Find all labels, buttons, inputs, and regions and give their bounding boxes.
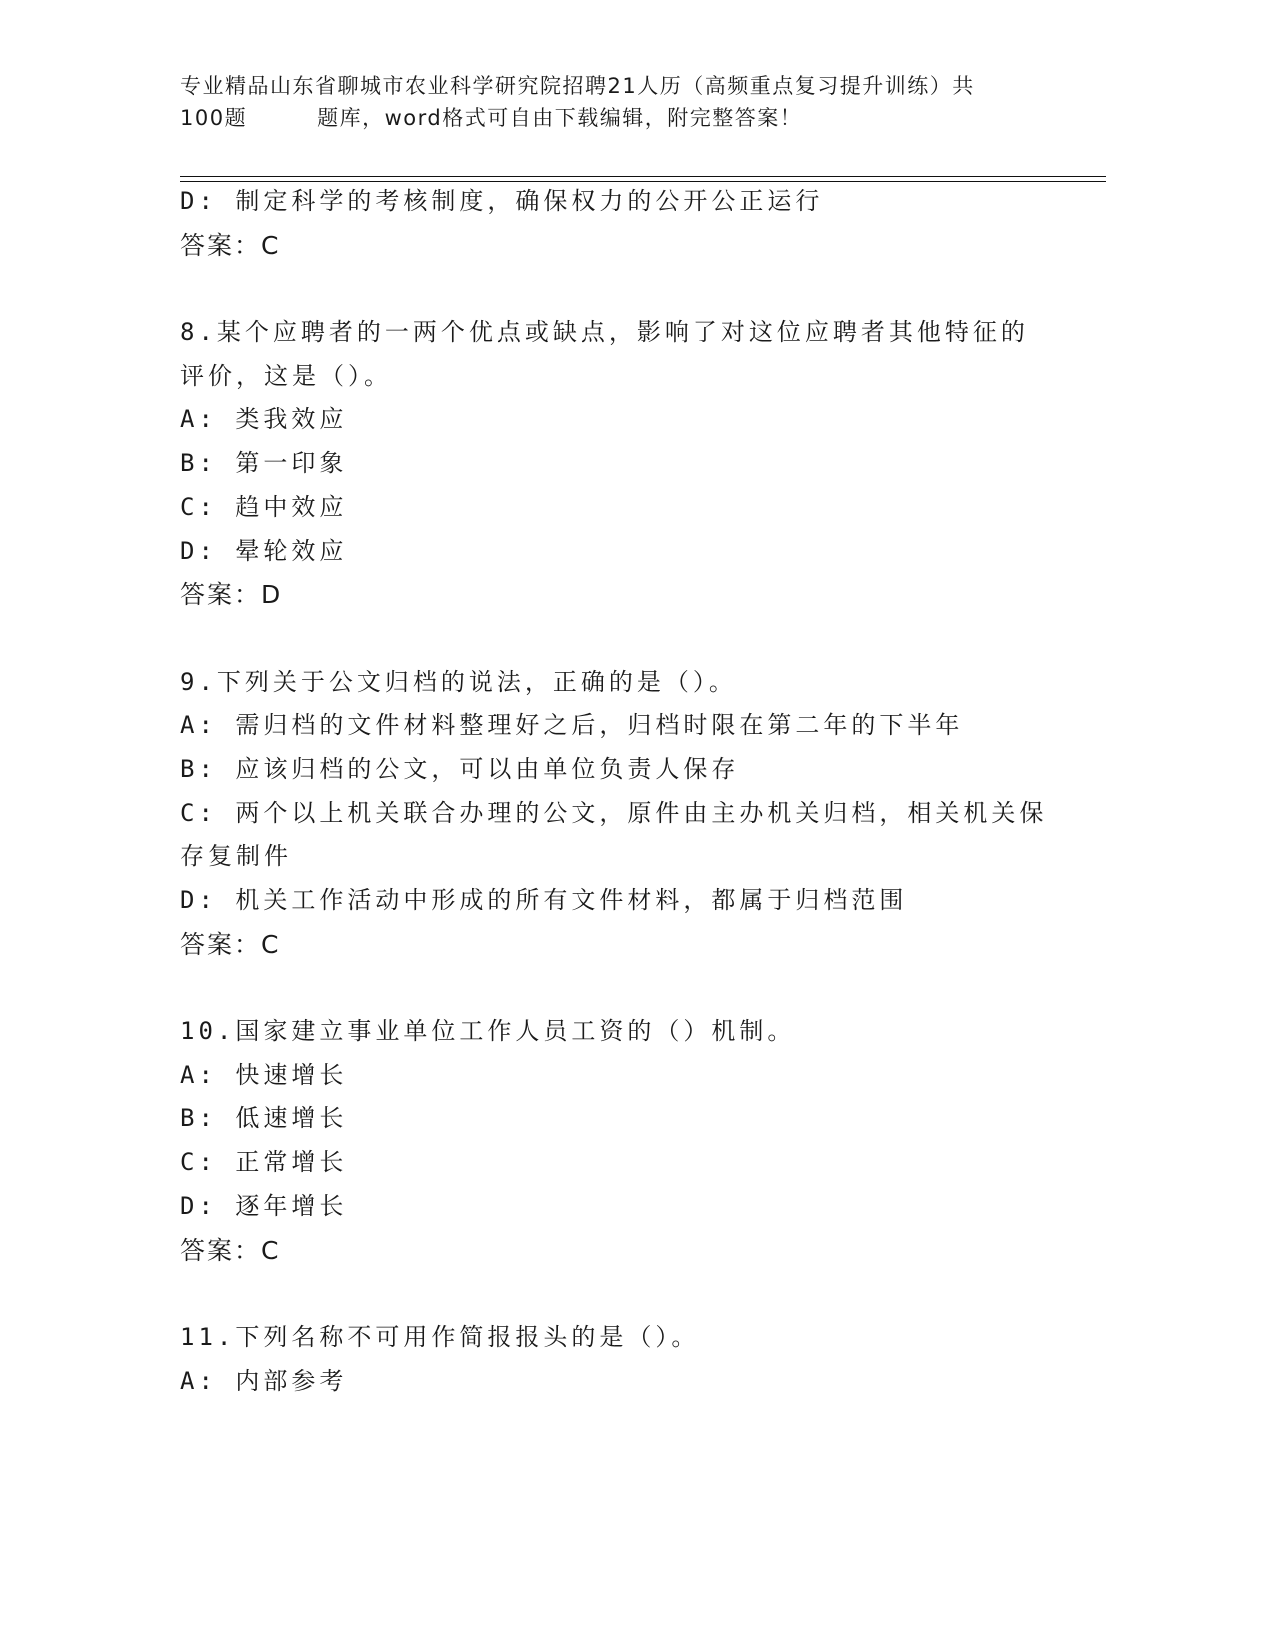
q9-stem: 9.下列关于公文归档的说法，正确的是（）。	[180, 667, 737, 696]
q9-answer: 答案：C	[180, 929, 281, 959]
q10-stem: 10.国家建立事业单位工作人员工资的（）机制。	[180, 1017, 796, 1046]
q8-option-b: B: 第一印象	[180, 449, 348, 478]
question-8	[180, 311, 1080, 617]
q10-option-b: B: 低速增长	[180, 1104, 348, 1133]
q9-option-b: B: 应该归档的公文，可以由单位负责人保存	[180, 754, 740, 783]
q10-option-a: A: 快速增长	[180, 1060, 348, 1089]
q10-answer: 答案：C	[180, 1235, 281, 1265]
prev-answer: 答案：C	[180, 230, 281, 260]
q9-option-a: A: 需归档的文件材料整理好之后，归档时限在第二年的下半年	[180, 711, 964, 740]
q9-option-c-line2: 存复制件	[180, 842, 292, 871]
prev-option-d: D: 制定科学的考核制度，确保权力的公开公正运行	[180, 187, 824, 215]
q9-option-d: D: 机关工作活动中形成的所有文件材料，都属于归档范围	[180, 886, 908, 914]
question-10	[180, 1010, 1080, 1272]
header-title-line1: 专业精品山东省聊城市农业科学研究院招聘21人历（高频重点复习提升训练）共	[180, 74, 975, 98]
q8-answer: 答案：D	[180, 580, 283, 610]
q10-option-d: D: 逐年增长	[180, 1191, 348, 1220]
q10-option-c: C: 正常增长	[180, 1148, 348, 1177]
header-title-count: 100题	[180, 106, 248, 130]
page-header	[180, 70, 1080, 134]
header-title-line2	[180, 102, 1080, 134]
question-11	[180, 1316, 1080, 1403]
q11-option-a: A: 内部参考	[180, 1366, 348, 1395]
spacer	[180, 966, 1080, 1010]
q8-option-c: C: 趋中效应	[180, 492, 348, 521]
question-9	[180, 661, 1080, 967]
spacer	[180, 267, 1080, 311]
header-title-desc: 题库，word格式可自由下载编辑，附完整答案！	[317, 106, 803, 130]
q9-option-c-line1: C: 两个以上机关联合办理的公文，原件由主办机关归档，相关机关保	[180, 798, 1048, 827]
spacer	[180, 617, 1080, 661]
question-content	[180, 180, 1080, 1403]
q8-stem-line1: 8.某个应聘者的一两个优点或缺点，影响了对这位应聘者其他特征的	[180, 318, 1029, 347]
q8-stem-line2: 评价，这是（）。	[180, 361, 392, 390]
q8-option-d: D: 晕轮效应	[180, 536, 348, 565]
q8-option-a: A: 类我效应	[180, 405, 348, 434]
q11-stem: 11.下列名称不可用作简报报头的是（）。	[180, 1322, 700, 1351]
spacer	[180, 1272, 1080, 1316]
